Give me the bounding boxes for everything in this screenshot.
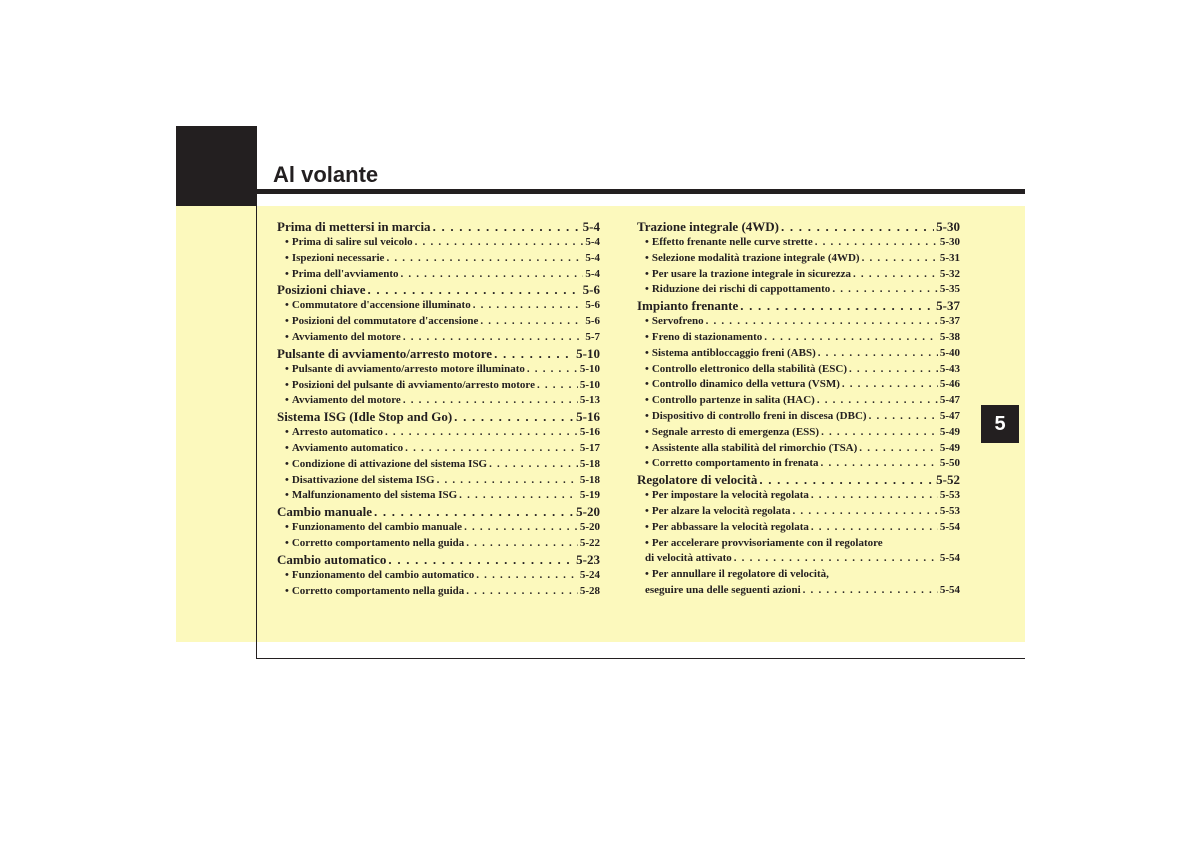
toc-subsection-entry[interactable] <box>637 267 960 283</box>
toc-section-entry[interactable] <box>637 298 960 314</box>
toc-page-number: 5-20 <box>576 504 600 520</box>
toc-subsection-entry[interactable] <box>637 551 960 567</box>
bullet-icon: • <box>285 521 289 534</box>
dot-leader <box>466 536 578 552</box>
dot-leader <box>537 378 578 394</box>
toc-column-right <box>637 219 960 599</box>
toc-section-entry[interactable] <box>637 472 960 488</box>
bullet-icon: • <box>285 236 289 248</box>
toc-entry-label: • Sistema antibloccaggio freni (ABS) <box>645 346 816 359</box>
toc-entry-label: • Segnale arresto di emergenza (ESS) <box>645 425 820 438</box>
dot-leader <box>811 488 938 504</box>
toc-subsection-entry[interactable] <box>277 378 600 394</box>
bullet-icon: • <box>285 362 289 375</box>
dot-leader <box>734 551 938 567</box>
dot-leader <box>811 520 938 536</box>
toc-page-number: 5-47 <box>939 409 960 422</box>
dot-leader <box>869 409 938 425</box>
toc-page-number: 5-4 <box>585 251 600 264</box>
dot-leader <box>388 552 574 568</box>
toc-page-number: 5-4 <box>585 267 600 280</box>
toc-page-number: 5-22 <box>579 536 600 549</box>
bullet-icon: • <box>645 251 649 264</box>
chapter-header-block <box>176 126 257 206</box>
bullet-icon: • <box>285 441 289 454</box>
bullet-icon: • <box>645 409 649 422</box>
dot-leader <box>781 219 934 235</box>
toc-entry-label: • Funzionamento del cambio automatico <box>285 568 475 581</box>
toc-page-number: 5-30 <box>936 219 960 234</box>
toc-subsection-entry[interactable] <box>637 377 960 393</box>
dot-leader <box>403 393 578 409</box>
toc-page-number: 5-37 <box>936 298 960 314</box>
toc-entry-label: • Per annullare il regolatore di velocità, <box>645 568 829 581</box>
toc-page-number: 5-10 <box>579 362 600 375</box>
toc-page-number: 5-46 <box>939 378 960 391</box>
toc-entry-label: • Per usare la trazione integrale in sicurezza <box>645 267 852 280</box>
toc-entry-label: • Per impostare la velocità regolata <box>645 489 809 502</box>
toc-entry-label: • Commutatore d'accensione illuminato <box>285 299 471 312</box>
toc-entry-label: • Selezione modalità trazione integrale (4WD) <box>645 251 860 264</box>
toc-page-number: 5-7 <box>585 330 600 343</box>
toc-subsection-entry[interactable] <box>637 456 960 472</box>
toc-page-number: 5-49 <box>939 441 960 454</box>
toc-entry-label: di velocità attivato <box>645 552 732 565</box>
toc-page-number: 5-38 <box>939 330 960 343</box>
dot-leader <box>849 362 938 378</box>
dot-leader <box>415 235 584 251</box>
dot-leader <box>454 409 574 425</box>
bullet-icon: • <box>285 251 289 264</box>
toc-section-entry[interactable] <box>277 219 600 235</box>
dot-leader <box>433 219 581 235</box>
toc-entry-label: • Avviamento automatico <box>285 441 404 454</box>
toc-section-entry[interactable] <box>277 552 600 568</box>
toc-page-number: 5-10 <box>576 345 600 361</box>
dot-leader <box>764 330 938 346</box>
bullet-icon: • <box>285 299 289 312</box>
bullet-icon: • <box>645 489 649 502</box>
title-underline <box>257 189 1025 194</box>
bottom-rule <box>257 658 1025 659</box>
toc-entry-label: • Posizioni del commutatore d'accensione <box>285 315 479 328</box>
dot-leader <box>527 362 578 378</box>
bullet-icon: • <box>645 267 649 280</box>
bullet-icon: • <box>645 315 649 328</box>
bullet-icon: • <box>645 568 649 581</box>
toc-subsection-entry[interactable] <box>277 584 600 600</box>
toc-entry-label: • Posizioni del pulsante di avviamento/arresto motore <box>285 378 535 391</box>
toc-subsection-entry[interactable] <box>637 362 960 378</box>
toc-entry-label: • Freno di stazionamento <box>645 330 763 343</box>
toc-entry-label: • Riduzione dei rischi di cappottamento <box>645 283 831 296</box>
dot-leader <box>803 583 938 599</box>
toc-subsection-entry[interactable] <box>637 567 960 583</box>
toc-subsection-entry[interactable] <box>277 520 600 536</box>
dot-leader <box>494 346 574 362</box>
toc-subsection-entry[interactable] <box>637 251 960 267</box>
toc-page-number: 5-35 <box>939 283 960 296</box>
toc-entry-label: • Controllo elettronico della stabilità (ESC) <box>645 362 847 375</box>
toc-entry-label: Trazione integrale (4WD) <box>637 219 779 234</box>
toc-page-number: 5-52 <box>936 472 960 488</box>
bullet-icon: • <box>645 283 649 296</box>
bullet-icon: • <box>645 236 649 248</box>
bullet-icon: • <box>285 536 289 549</box>
dot-leader <box>793 504 938 520</box>
toc-section-entry[interactable] <box>637 219 960 235</box>
dot-leader <box>400 267 583 283</box>
dot-leader <box>842 377 938 393</box>
toc-subsection-entry[interactable] <box>277 473 600 489</box>
dot-leader <box>821 425 938 441</box>
toc-page-number: 5-4 <box>585 236 600 248</box>
dot-leader <box>821 456 938 472</box>
toc-entry-label: • Servofreno <box>645 315 704 328</box>
toc-subsection-entry[interactable] <box>277 298 600 314</box>
toc-page-number: 5-17 <box>579 441 600 454</box>
toc-section-entry[interactable] <box>277 504 600 520</box>
chapter-title: Al volante <box>273 162 379 187</box>
toc-entry-label: eseguire una delle seguenti azioni <box>645 583 801 596</box>
toc-page-number: 5-4 <box>582 219 600 234</box>
toc-entry-label: Impianto frenante <box>637 298 739 314</box>
toc-entry-label: • Condizione di attivazione del sistema ISG <box>285 457 488 470</box>
toc-page-number: 5-18 <box>579 457 600 470</box>
bullet-icon: • <box>645 394 649 407</box>
toc-page-number: 5-40 <box>939 346 960 359</box>
bullet-icon: • <box>285 330 289 343</box>
toc-entry-label: • Avviamento del motore <box>285 394 401 407</box>
toc-page-number: 5-6 <box>585 299 600 312</box>
toc-entry-label: • Funzionamento del cambio manuale <box>285 521 463 534</box>
bullet-icon: • <box>645 520 649 533</box>
toc-subsection-entry[interactable] <box>637 314 960 330</box>
toc-page-number: 5-6 <box>585 315 600 328</box>
toc-subsection-entry[interactable] <box>637 583 960 599</box>
toc-subsection-entry[interactable] <box>277 488 600 504</box>
bullet-icon: • <box>645 330 649 343</box>
toc-subsection-entry[interactable] <box>637 536 960 552</box>
bullet-icon: • <box>285 315 289 328</box>
toc-entry-label: • Per accelerare provvisoriamente con il regolatore <box>645 536 883 549</box>
toc-page-number: 5-53 <box>939 504 960 517</box>
toc-page-number: 5-28 <box>579 584 600 597</box>
toc-section-entry[interactable] <box>277 346 600 362</box>
toc-entry-label: • Prima dell'avviamento <box>285 267 399 280</box>
toc-page-number: 5-10 <box>579 378 600 391</box>
dot-leader <box>740 298 934 314</box>
toc-entry-label: Pulsante di avviamento/arresto motore <box>277 345 493 361</box>
dot-leader <box>386 251 583 267</box>
toc-page-number: 5-54 <box>939 552 960 565</box>
toc-page-number: 5-20 <box>579 521 600 534</box>
toc-entry-label: • Effetto frenante nelle curve strette <box>645 236 813 248</box>
dot-leader <box>815 235 938 251</box>
toc-subsection-entry[interactable] <box>637 488 960 504</box>
toc-entry-label: • Pulsante di avviamento/arresto motore illuminato <box>285 362 525 375</box>
toc-page-number: 5-18 <box>579 473 600 486</box>
toc-subsection-entry[interactable] <box>277 362 600 378</box>
dot-leader <box>403 330 584 346</box>
toc-entry-label: Prima di mettersi in marcia <box>277 219 431 234</box>
toc-subsection-entry[interactable] <box>277 314 600 330</box>
toc-subsection-entry[interactable] <box>277 536 600 552</box>
toc-page-number: 5-19 <box>579 489 600 502</box>
dot-leader <box>832 282 938 298</box>
dot-leader <box>853 267 938 283</box>
dot-leader <box>437 473 578 489</box>
toc-subsection-entry[interactable] <box>637 520 960 536</box>
toc-subsection-entry[interactable] <box>637 393 960 409</box>
toc-entry-label: • Per alzare la velocità regolata <box>645 504 791 517</box>
toc-entry-label: • Corretto comportamento in frenata <box>645 457 819 470</box>
bullet-icon: • <box>645 504 649 517</box>
dot-leader <box>480 314 583 330</box>
toc-subsection-entry[interactable] <box>637 441 960 457</box>
dot-leader <box>367 282 580 298</box>
bullet-icon: • <box>645 425 649 438</box>
bullet-icon: • <box>285 457 289 470</box>
toc-subsection-entry[interactable] <box>637 425 960 441</box>
toc-subsection-entry[interactable] <box>637 409 960 425</box>
bullet-icon: • <box>645 346 649 359</box>
toc-entry-label: • Ispezioni necessarie <box>285 251 385 264</box>
toc-subsection-entry[interactable] <box>277 568 600 584</box>
toc-page-number: 5-32 <box>939 267 960 280</box>
bullet-icon: • <box>645 536 649 549</box>
toc-entry-label: • Corretto comportamento nella guida <box>285 584 465 597</box>
bullet-icon: • <box>285 489 289 502</box>
dot-leader <box>473 298 584 314</box>
bullet-icon: • <box>285 568 289 581</box>
bullet-icon: • <box>285 584 289 597</box>
toc-entry-label: • Malfunzionamento del sistema ISG <box>285 489 458 502</box>
dot-leader <box>862 251 938 267</box>
toc-entry-label: • Per abbassare la velocità regolata <box>645 520 809 533</box>
toc-entry-label: • Corretto comportamento nella guida <box>285 536 465 549</box>
toc-subsection-entry[interactable] <box>277 457 600 473</box>
toc-column-left <box>277 219 600 599</box>
toc-section-entry[interactable] <box>277 282 600 298</box>
toc-subsection-entry[interactable] <box>277 330 600 346</box>
dot-leader <box>385 425 578 441</box>
bullet-icon: • <box>645 457 649 470</box>
toc-entry-label: Posizioni chiave <box>277 282 366 298</box>
dot-leader <box>859 441 938 457</box>
toc-entry-label: • Dispositivo di controllo freni in discesa (DBC) <box>645 409 867 422</box>
toc-entry-label: Cambio automatico <box>277 551 387 567</box>
toc-page-number: 5-23 <box>576 551 600 567</box>
dot-leader <box>818 346 938 362</box>
toc-entry-label: • Avviamento del motore <box>285 330 401 343</box>
toc-page-number: 5-24 <box>579 568 600 581</box>
dot-leader <box>405 441 578 457</box>
toc-page-number: 5-54 <box>939 520 960 533</box>
toc-subsection-entry[interactable] <box>637 346 960 362</box>
bullet-icon: • <box>645 362 649 375</box>
dot-leader <box>459 488 578 504</box>
toc-page-number: 5-6 <box>582 282 600 298</box>
toc-page-number: 5-31 <box>939 251 960 264</box>
toc-entry-label: Cambio manuale <box>277 504 372 520</box>
bullet-icon: • <box>645 378 649 391</box>
bullet-icon: • <box>285 426 289 439</box>
toc-entry-label: • Controllo dinamico della vettura (VSM) <box>645 378 840 391</box>
toc-subsection-entry[interactable] <box>277 267 600 283</box>
toc-entry-label: • Assistente alla stabilità del rimorchio (TSA) <box>645 441 858 454</box>
toc-page-number: 5-53 <box>939 489 960 502</box>
toc-subsection-entry[interactable] <box>277 235 600 251</box>
toc-subsection-entry[interactable] <box>277 425 600 441</box>
toc-page-number: 5-30 <box>939 236 960 248</box>
bullet-icon: • <box>285 267 289 280</box>
toc-subsection-entry[interactable] <box>637 504 960 520</box>
dot-leader <box>464 520 578 536</box>
toc-entry-label: Sistema ISG (Idle Stop and Go) <box>277 409 453 425</box>
toc-page-number: 5-43 <box>939 362 960 375</box>
bullet-icon: • <box>285 473 289 486</box>
toc-subsection-entry[interactable] <box>277 251 600 267</box>
toc-page-number: 5-13 <box>579 394 600 407</box>
left-margin-rule <box>256 190 257 659</box>
dot-leader <box>466 584 578 600</box>
toc-page-number: 5-50 <box>939 457 960 470</box>
dot-leader <box>489 457 578 473</box>
toc-page-number: 5-49 <box>939 425 960 438</box>
bullet-icon: • <box>285 378 289 391</box>
toc-page-number: 5-37 <box>939 315 960 328</box>
toc-entry-label: • Disattivazione del sistema ISG <box>285 473 435 486</box>
toc-entry-label: • Prima di salire sul veicolo <box>285 236 413 248</box>
dot-leader <box>759 472 934 488</box>
toc-page-number: 5-16 <box>576 409 600 425</box>
toc-subsection-entry[interactable] <box>637 282 960 298</box>
toc-page-number: 5-16 <box>579 426 600 439</box>
bullet-icon: • <box>645 441 649 454</box>
toc-entry-label: Regolatore di velocità <box>637 472 758 488</box>
dot-leader <box>817 393 938 409</box>
toc-section-entry[interactable] <box>277 409 600 425</box>
toc-entry-label: • Controllo partenze in salita (HAC) <box>645 394 815 407</box>
dot-leader <box>374 504 574 520</box>
toc-subsection-entry[interactable] <box>277 393 600 409</box>
toc-subsection-entry[interactable] <box>637 235 960 251</box>
toc-entry-label: • Arresto automatico <box>285 426 383 439</box>
dot-leader <box>706 314 938 330</box>
dot-leader <box>476 568 578 584</box>
toc-subsection-entry[interactable] <box>277 441 600 457</box>
toc-page-number: 5-47 <box>939 394 960 407</box>
toc-subsection-entry[interactable] <box>637 330 960 346</box>
chapter-number-tab: 5 <box>981 405 1019 443</box>
bullet-icon: • <box>285 394 289 407</box>
toc-page-number: 5-54 <box>939 583 960 596</box>
